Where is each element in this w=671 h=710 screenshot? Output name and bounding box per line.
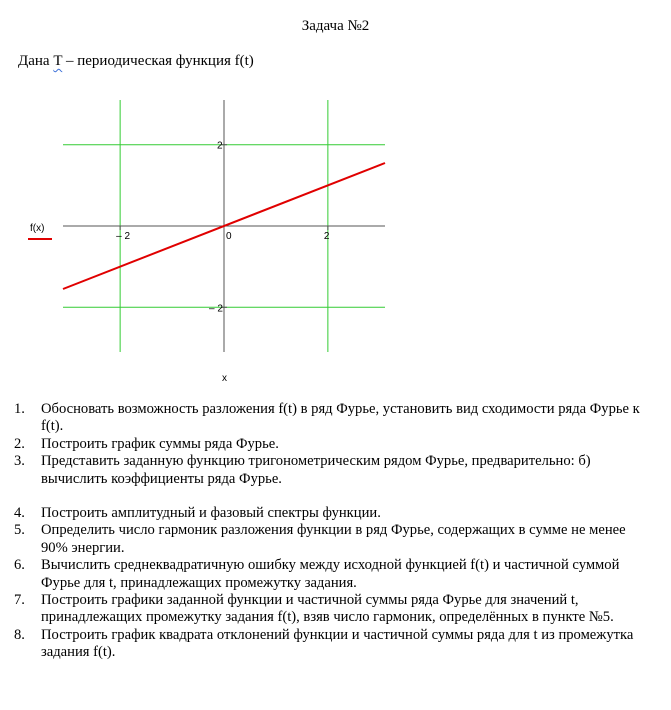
task-number: 3. bbox=[14, 453, 25, 470]
x-tick-label: 2 bbox=[323, 231, 330, 242]
task-item-1 bbox=[14, 401, 654, 436]
task-item-3 bbox=[14, 453, 654, 488]
x-tick-label: 0 bbox=[226, 231, 232, 242]
task-number: 8. bbox=[14, 626, 25, 643]
task-text: Построить амплитудный и фазовый спектры функции. bbox=[41, 505, 381, 522]
task-item-5 bbox=[14, 522, 654, 557]
x-tick-label: – 2 bbox=[116, 231, 131, 242]
intro-after: – периодическая функция f(t) bbox=[62, 53, 254, 69]
intro-before: Дана bbox=[18, 53, 54, 69]
task-item-8 bbox=[14, 627, 654, 662]
task-item-4 bbox=[14, 505, 654, 522]
y-tick-label: – 2 bbox=[209, 303, 223, 315]
task-text: Обосновать возможность разложения f(t) в ряд Фурье, установить вид сходимости ряда Фурье к f(t). bbox=[41, 401, 640, 435]
task-number: 4. bbox=[14, 505, 25, 522]
task-number: 2. bbox=[14, 435, 25, 452]
task-item-7 bbox=[14, 592, 654, 627]
task-number: 5. bbox=[14, 522, 25, 539]
task-number: 1. bbox=[14, 401, 25, 417]
task-item-6 bbox=[14, 557, 654, 592]
x-axis-label: x bbox=[222, 373, 227, 384]
task-text: Построить графики заданной функции и частичной суммы ряда Фурье для значений t, принадлежащих промежутку задания f(t), взяв число гармоник, определённых в пункте №5. bbox=[41, 592, 614, 626]
task-list bbox=[14, 401, 654, 662]
task-number: 6. bbox=[14, 557, 25, 574]
task-text: Представить заданную функцию тригонометрическим рядом Фурье, предварительно: б) вычислить коэффициенты ряда Фурье. bbox=[41, 453, 591, 487]
task-number: 7. bbox=[14, 592, 25, 609]
task-text: Построить график суммы ряда Фурье. bbox=[41, 435, 279, 452]
task-text: Определить число гармоник разложения функции в ряд Фурье, содержащих в сумме не менее 90% энергии. bbox=[41, 522, 626, 556]
page-title: Задача №2 bbox=[301, 18, 370, 34]
y-axis-label: f(x) bbox=[30, 223, 45, 234]
y-tick-label: 2 bbox=[217, 140, 223, 152]
task-text: Построить график квадрата отклонений функции и частичной суммы ряда для t из промежутка задания f(t). bbox=[41, 626, 634, 661]
task-item-2 bbox=[14, 436, 654, 453]
task-text: Вычислить среднеквадратичную ошибку между исходной функцией f(t) и частичной суммой Фурье для t, принадлежащих промежутку задания. bbox=[41, 557, 620, 591]
intro-symbol: T bbox=[53, 53, 63, 69]
